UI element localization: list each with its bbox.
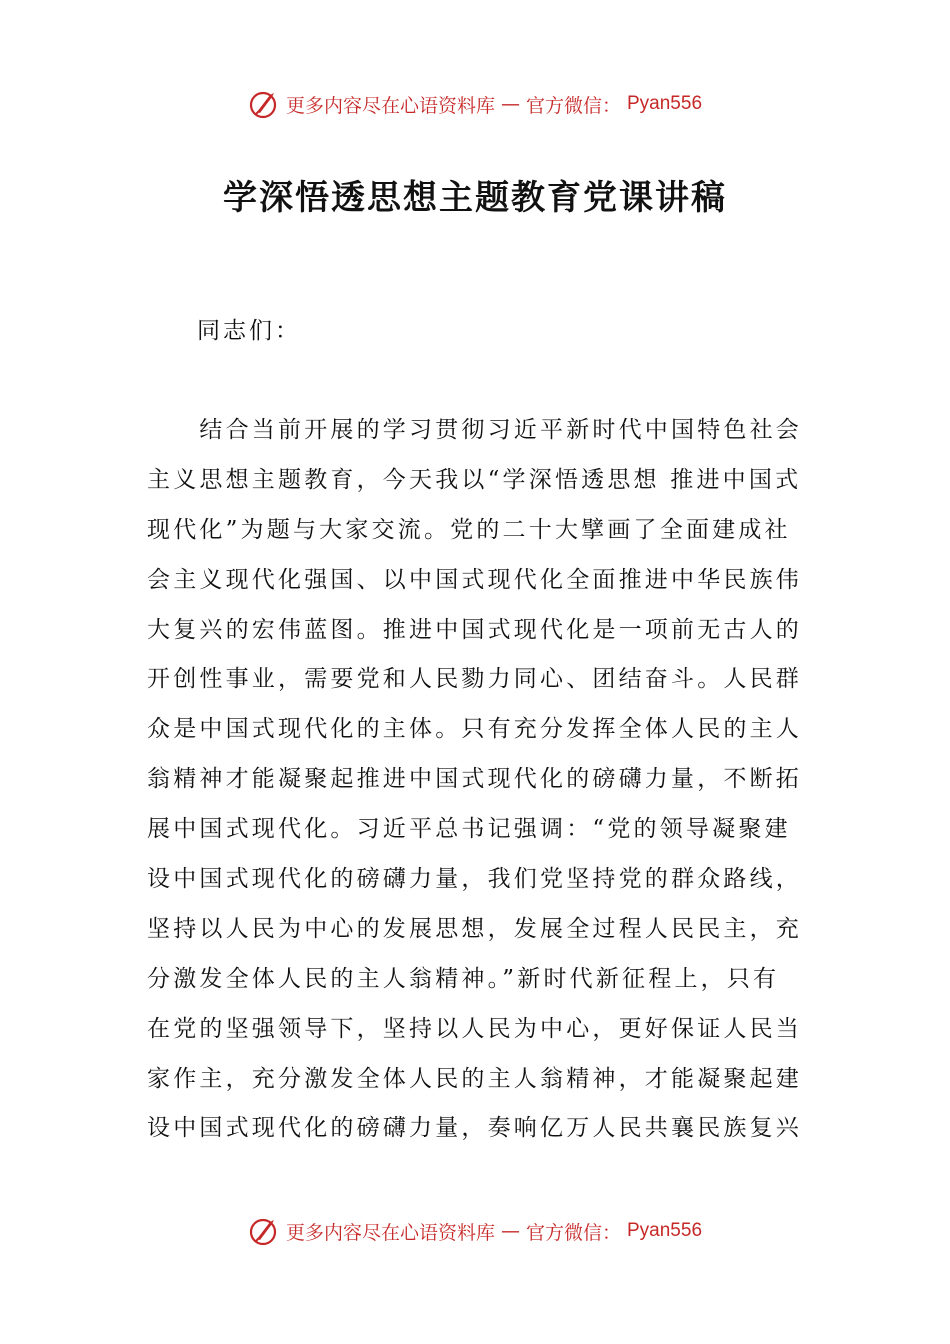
paragraph-line: 分激发全体人民的主人翁精神。”新时代新征程上，只有 (147, 965, 780, 992)
banner-separator: — (500, 93, 520, 115)
banner-slogan: 更多内容尽在心语资料库 (285, 94, 495, 117)
body-paragraph (147, 406, 807, 1154)
paragraph-line: 坚持以人民为中心的发展思想，发展全过程人民民主，充 (147, 915, 802, 942)
footer-banner (0, 1213, 950, 1249)
banner-separator: — (500, 1220, 520, 1242)
greeting: 同志们： (197, 318, 301, 344)
paragraph-line: 在党的坚强领导下，坚持以人民为中心，更好保证人民当 (147, 1015, 802, 1042)
banner-slogan: 更多内容尽在心语资料库 (285, 1221, 495, 1244)
wechat-label: 官方微信： (525, 94, 621, 117)
quill-seal-icon (248, 88, 280, 120)
paragraph-line: 设中国式现代化的磅礴力量，我们党坚持党的群众路线， (147, 866, 802, 893)
header-banner (0, 86, 950, 122)
paragraph-line: 展中国式现代化。习近平总书记强调：“党的领导凝聚建 (147, 816, 791, 843)
paragraph-line: 现代化”为题与大家交流。党的二十大擘画了全面建成社 (147, 516, 791, 543)
paragraph-line: 众是中国式现代化的主体。只有充分发挥全体人民的主人 (147, 716, 802, 743)
paragraph-line: 大复兴的宏伟蓝图。推进中国式现代化是一项前无古人的 (147, 616, 802, 643)
paragraph-line: 翁精神才能凝聚起推进中国式现代化的磅礴力量，不断拓 (147, 766, 802, 793)
wechat-id: Pyan556 (627, 93, 703, 114)
paragraph-line: 会主义现代化强国、以中国式现代化全面推进中华民族伟 (147, 566, 802, 593)
paragraph-line: 主义思想主题教育，今天我以“学深悟透思想 推进中国式 (147, 466, 802, 493)
wechat-label: 官方微信： (525, 1221, 621, 1244)
document-title: 学深悟透思想主题教育党课讲稿 (223, 178, 727, 218)
quill-seal-icon (248, 1215, 280, 1247)
paragraph-line: 开创性事业，需要党和人民勠力同心、团结奋斗。人民群 (147, 666, 802, 693)
paragraph-line: 结合当前开展的学习贯彻习近平新时代中国特色社会 (147, 417, 802, 443)
paragraph-line: 设中国式现代化的磅礴力量，奏响亿万人民共襄民族复兴 (147, 1115, 802, 1142)
paragraph-line: 家作主，充分激发全体人民的主人翁精神，才能凝聚起建 (147, 1065, 802, 1092)
wechat-id: Pyan556 (627, 1220, 703, 1241)
